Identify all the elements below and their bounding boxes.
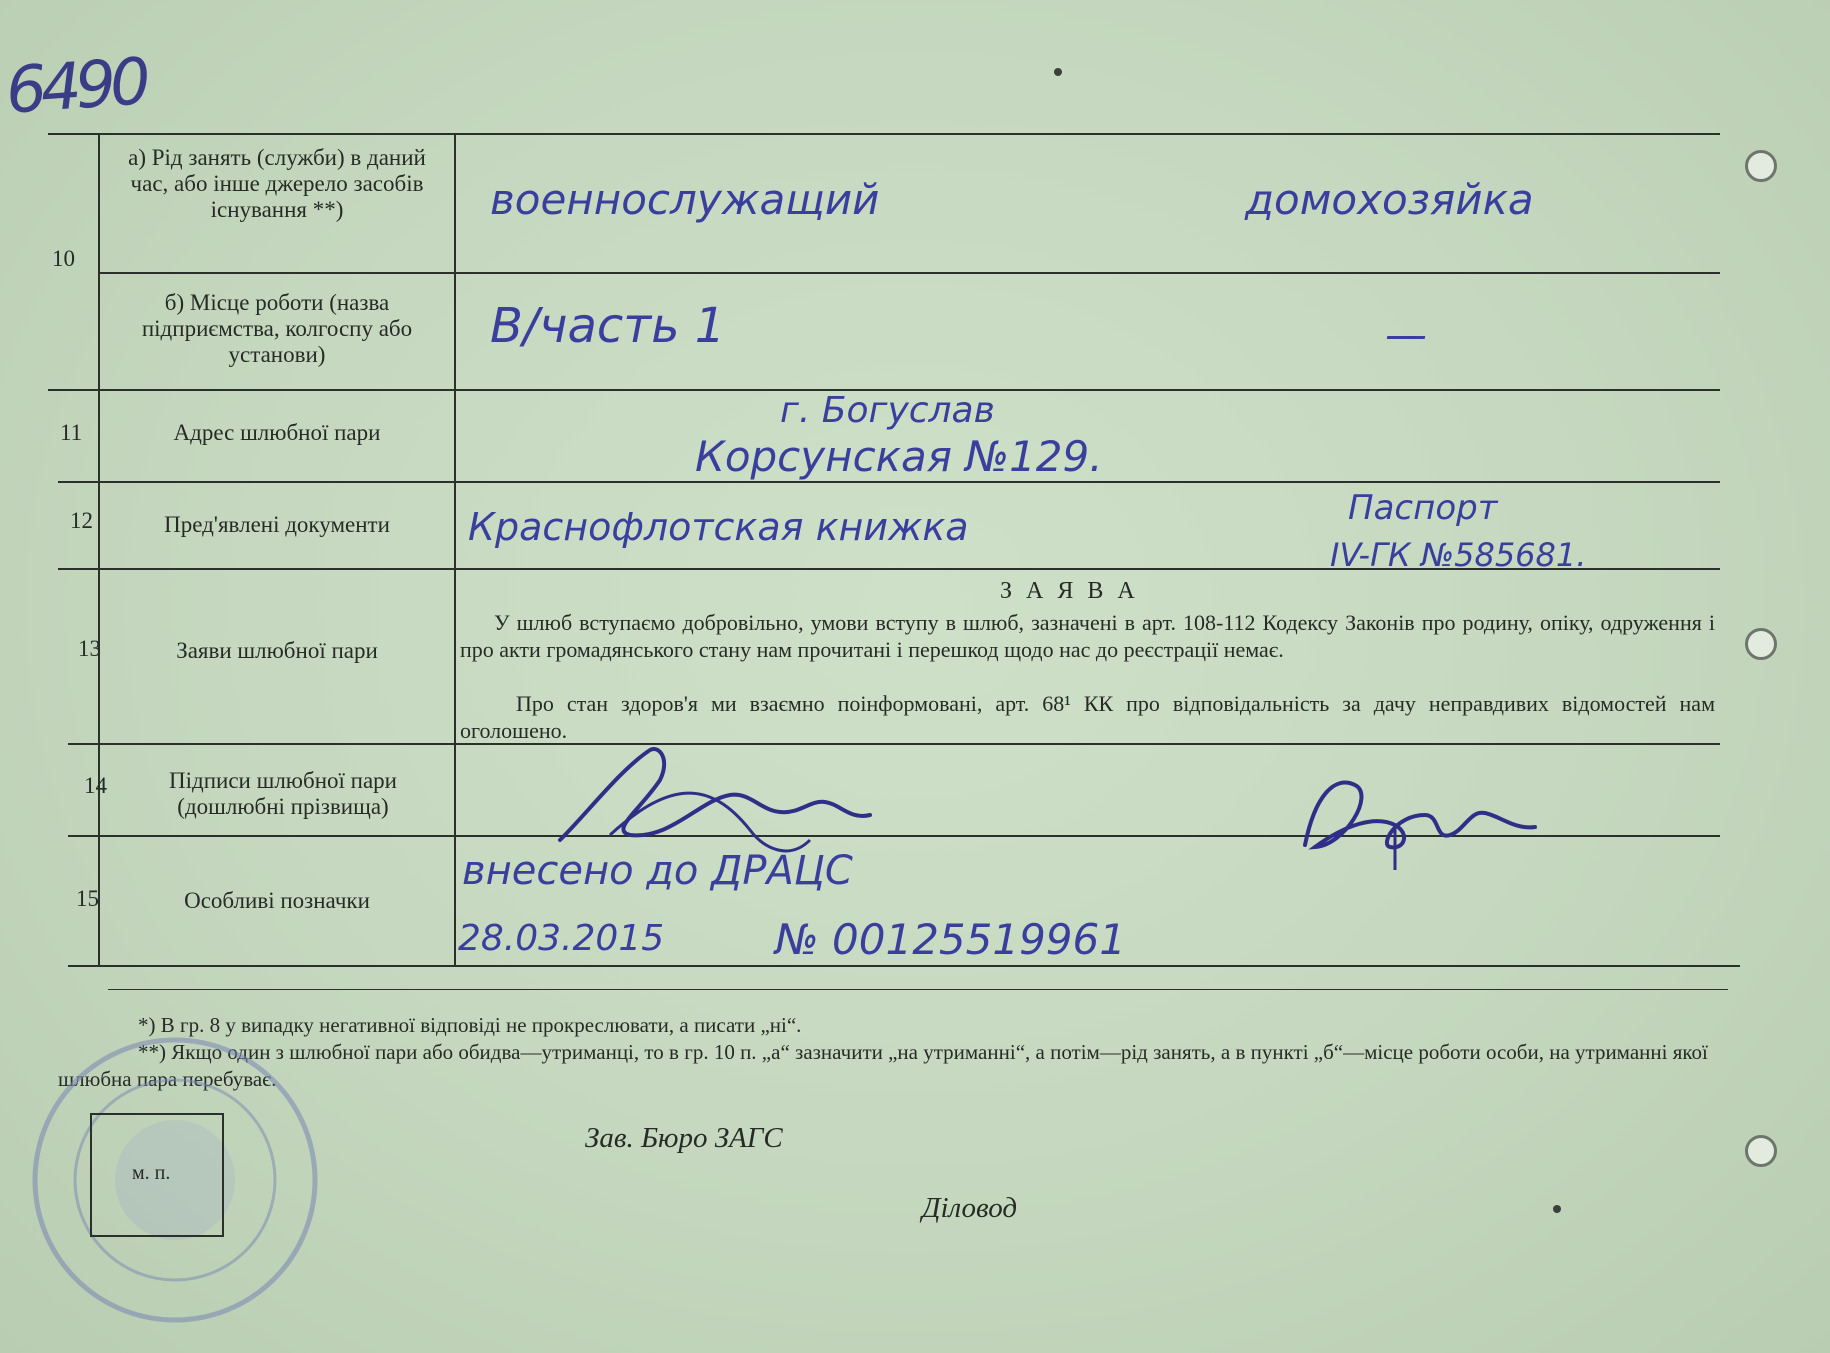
row12-value-right-line1: Паспорт [1348,488,1498,528]
row10b-value: В/часть 1 [490,298,726,354]
row-number: 15 [76,886,99,911]
row15-value-date: 28.03.2015 [458,918,665,959]
row11-label: Адрес шлюбної пари [173,420,381,445]
row12-value-left: Краснофлотская книжка [468,505,969,549]
table-bottom-border [68,965,1740,967]
punch-hole [1745,1135,1777,1167]
row-number: 13 [78,636,101,661]
table-top-border [48,133,1720,135]
row15-value-line1: внесено до ДРАЦС [462,848,853,894]
row10b-value-right: — [1385,310,1427,359]
row11-bottom [58,481,1720,483]
registry-head-label: Зав. Бюро ЗАГС [585,1122,783,1154]
row15-value-number: № 00125519961 [775,915,1126,964]
row11-value-line2: Корсунская №129. [695,432,1103,481]
paper-speck [1553,1205,1561,1213]
row12-label: Пред'явлені документи [164,512,390,537]
row15-label: Особливі позначки [184,888,370,913]
zaiava-paragraph-1: У шлюб вступаємо добровільно, умови вступу в шлюб, зазначені в арт. 108-112 Кодексу Законів про родину, опіку, одруження і про акти громадянського стану нам прочитані і перешкод щодо нас до реєстрації немає. [460,610,1715,662]
row14-label: Підписи шлюбної пари (дошлюбні прізвища) [169,768,397,819]
footnote-1: *) В гр. 8 у випадку негативної відповіді не прокреслювати, а писати „ні“. [138,1013,802,1037]
row13-label: Заяви шлюбної пари [176,638,378,663]
footnote-rule [108,989,1728,990]
row-number: 10 [52,246,75,271]
row11-value-line1: г. Богуслав [780,390,995,431]
zaiava-title: З А Я В А [1000,578,1139,604]
row-number: 11 [60,420,83,445]
row10a-separator [98,272,1720,274]
punch-hole [1745,628,1777,660]
clerk-label: Діловод [922,1192,1018,1224]
row10a-label: а) Рід занять (служби) в даний час, або інше джерело засобів існування **) [128,145,426,222]
label-column-divider [454,133,456,965]
row12-value-right-line2: IV-ГК №585681. [1330,536,1587,574]
stamp-box-label: м. п. [132,1162,171,1184]
row-number: 12 [70,508,93,533]
row10a-value-left: военнослужащий [490,175,880,224]
bride-signature [1285,755,1545,875]
footnote-2: **) Якщо один з шлюбної пари або обидва—утриманці, то в гр. 10 п. „а“ зазначити „на утриманні“, а потім—рід занять, а в пункті „б“—місце роботи особи, на утриманні якої шлюбна пара перебуває. [58,1040,1708,1091]
row-number: 14 [84,773,107,798]
num-column-divider [98,133,100,965]
row10a-value-right: домохозяйка [1245,175,1534,224]
punch-hole [1745,150,1777,182]
zaiava-paragraph-2: Про стан здоров'я ми взаємно поінформовані, арт. 68¹ КК про відповідальність за дачу неправдивих відомостей нам оголошено. [460,691,1715,743]
archive-number-mark: 6490 [3,45,148,129]
row10b-label: б) Місце роботи (назва підприємства, колгоспу або установи) [141,290,413,367]
paper-speck [1054,68,1062,76]
